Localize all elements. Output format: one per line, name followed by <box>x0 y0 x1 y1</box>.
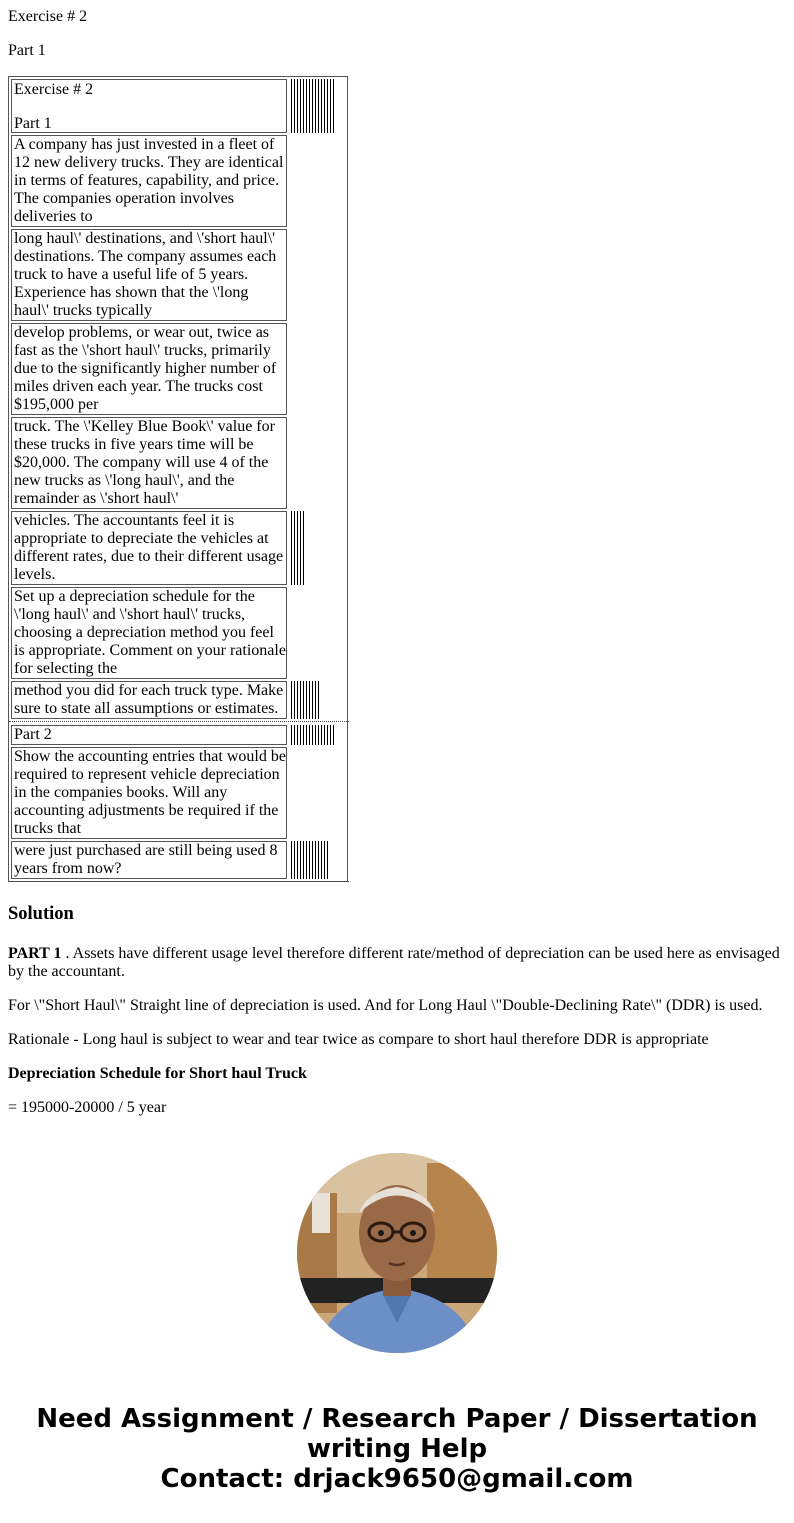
exercise-table <box>8 76 348 882</box>
table-row: Set up a depreciation schedule for the \'long haul\' and \'short haul\' trucks, choosing a depreciation method you feel is appropriate. Comment on your rationale for selecting the <box>11 587 287 679</box>
table-row: develop problems, or wear out, twice as fast as the \'short haul\' trucks, primarily due to the significantly higher number of miles driven each year. The trucks cost $195,000 per <box>11 323 287 415</box>
page-subheading: Part 1 <box>8 42 46 59</box>
solution-part1-paragraph <box>8 945 786 981</box>
person-portrait-icon <box>297 1153 497 1353</box>
table-header-title: Exercise # 2 <box>14 81 94 98</box>
table-row: long haul\' destinations, and \'short haul\' destinations. The company assumes each truck to have a useful life of 5 years. Experience has shown that the \'long haul\' trucks typically <box>11 229 287 321</box>
solution-title: Solution <box>8 904 74 924</box>
part1-text: . Assets have different usage level therefore different rate/method of depreciation can be used here as envisaged by the accountant. <box>8 945 780 980</box>
table-header-cell <box>11 79 287 133</box>
solution-methods-paragraph: For \"Short Haul\" Straight line of depreciation is used. And for Long Haul \"Double-Declining Rate\" (DDR) is used. <box>8 997 763 1014</box>
decorative-bars <box>291 841 330 879</box>
table-part2-title: Part 2 <box>11 725 287 745</box>
decorative-bars <box>291 79 336 133</box>
table-row: were just purchased are still being used 8 years from now? <box>11 841 287 879</box>
table-row: truck. The \'Kelley Blue Book\' value for these trucks in five years time will be $20,000. The company will use 4 of the new trucks as \'long haul\', and the remainder as \'short haul\' <box>11 417 287 509</box>
avatar <box>297 1153 497 1353</box>
table-row: A company has just invested in a fleet of 12 new delivery trucks. They are identical in terms of features, capability, and price. The companies operation involves deliveries to <box>11 135 287 227</box>
promo-line-2: writing Help <box>306 1434 488 1464</box>
decorative-bars <box>291 725 336 745</box>
solution-rationale-paragraph: Rationale - Long haul is subject to wear and tear twice as compare to short haul therefore DDR is appropriate <box>8 1031 709 1048</box>
promo-line-1: Need Assignment / Research Paper / Dissertation <box>36 1404 758 1434</box>
row-separator <box>9 721 349 722</box>
decorative-bars <box>291 681 321 719</box>
schedule-heading: Depreciation Schedule for Short haul Truck <box>8 1065 307 1082</box>
table-row: Show the accounting entries that would be required to represent vehicle depreciation in the companies books. Will any accounting adjustments be required if the trucks that <box>11 747 287 839</box>
promo-contact[interactable]: Contact: drjack9650@gmail.com <box>160 1464 634 1494</box>
page-heading: Exercise # 2 <box>8 8 88 25</box>
row-separator <box>9 881 349 882</box>
table-row: vehicles. The accountants feel it is appropriate to depreciate the vehicles at different rates, due to their different usage levels. <box>11 511 287 585</box>
table-row: method you did for each truck type. Make sure to state all assumptions or estimates. <box>11 681 287 719</box>
formula-text: = 195000-20000 / 5 year <box>8 1099 167 1116</box>
decorative-bars <box>291 511 306 585</box>
part1-label: PART 1 <box>8 945 62 962</box>
table-header-part: Part 1 <box>14 115 52 132</box>
